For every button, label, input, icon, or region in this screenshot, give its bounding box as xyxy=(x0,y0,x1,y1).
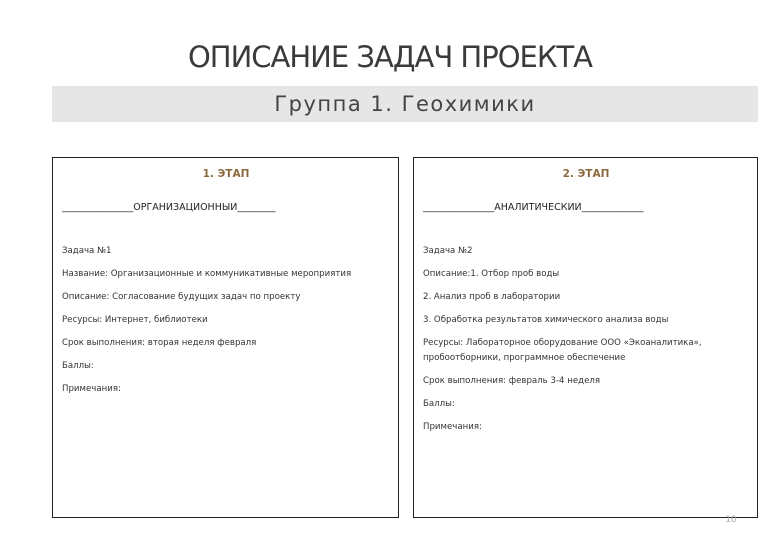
task-deadline: Срок выполнения: февраль 3-4 неделя xyxy=(423,376,601,386)
stage-title: 1. ЭТАП xyxy=(202,168,250,180)
task-notes: Примечания: xyxy=(62,384,121,394)
task-step: 3. Обработка результатов химического анализа воды xyxy=(423,315,669,325)
task-number: Задача №2 xyxy=(423,246,473,256)
task-description: Описание:1. Отбор проб воды xyxy=(423,269,560,279)
task-resources: Ресурсы: Лабораторное оборудование ООО «Экоаналитика», пробоотборники, программное обеспечение xyxy=(423,338,702,363)
task-resources: Ресурсы: Интернет, библиотеки xyxy=(62,315,208,325)
task-deadline: Срок выполнения: вторая неделя февраля xyxy=(62,338,257,348)
task-score: Баллы: xyxy=(62,361,94,371)
task-notes: Примечания: xyxy=(423,422,482,432)
stage-1-panel xyxy=(52,157,399,518)
page-title: ОПИСАНИЕ ЗАДАЧ ПРОЕКТА xyxy=(187,40,593,74)
task-step: 2. Анализ проб в лаборатории xyxy=(423,292,561,302)
stage-2-panel xyxy=(413,157,758,518)
stage-name: _______________ОРГАНИЗАЦИОННЫЙ________ xyxy=(62,202,276,213)
task-description: Описание: Согласование будущих задач по проекту xyxy=(62,292,301,302)
task-title: Название: Организационные и коммуникативные мероприятия xyxy=(62,269,352,279)
task-number: Задача №1 xyxy=(62,246,112,256)
stage-title: 2. ЭТАП xyxy=(562,168,610,180)
subtitle: Группа 1. Геохимики xyxy=(274,92,536,116)
page-number: 10 xyxy=(725,515,737,525)
subtitle-banner xyxy=(52,86,758,122)
stage-name: _______________АНАЛИТИЧЕСКИЙ_____________ xyxy=(423,202,644,213)
task-score: Баллы: xyxy=(423,399,455,409)
